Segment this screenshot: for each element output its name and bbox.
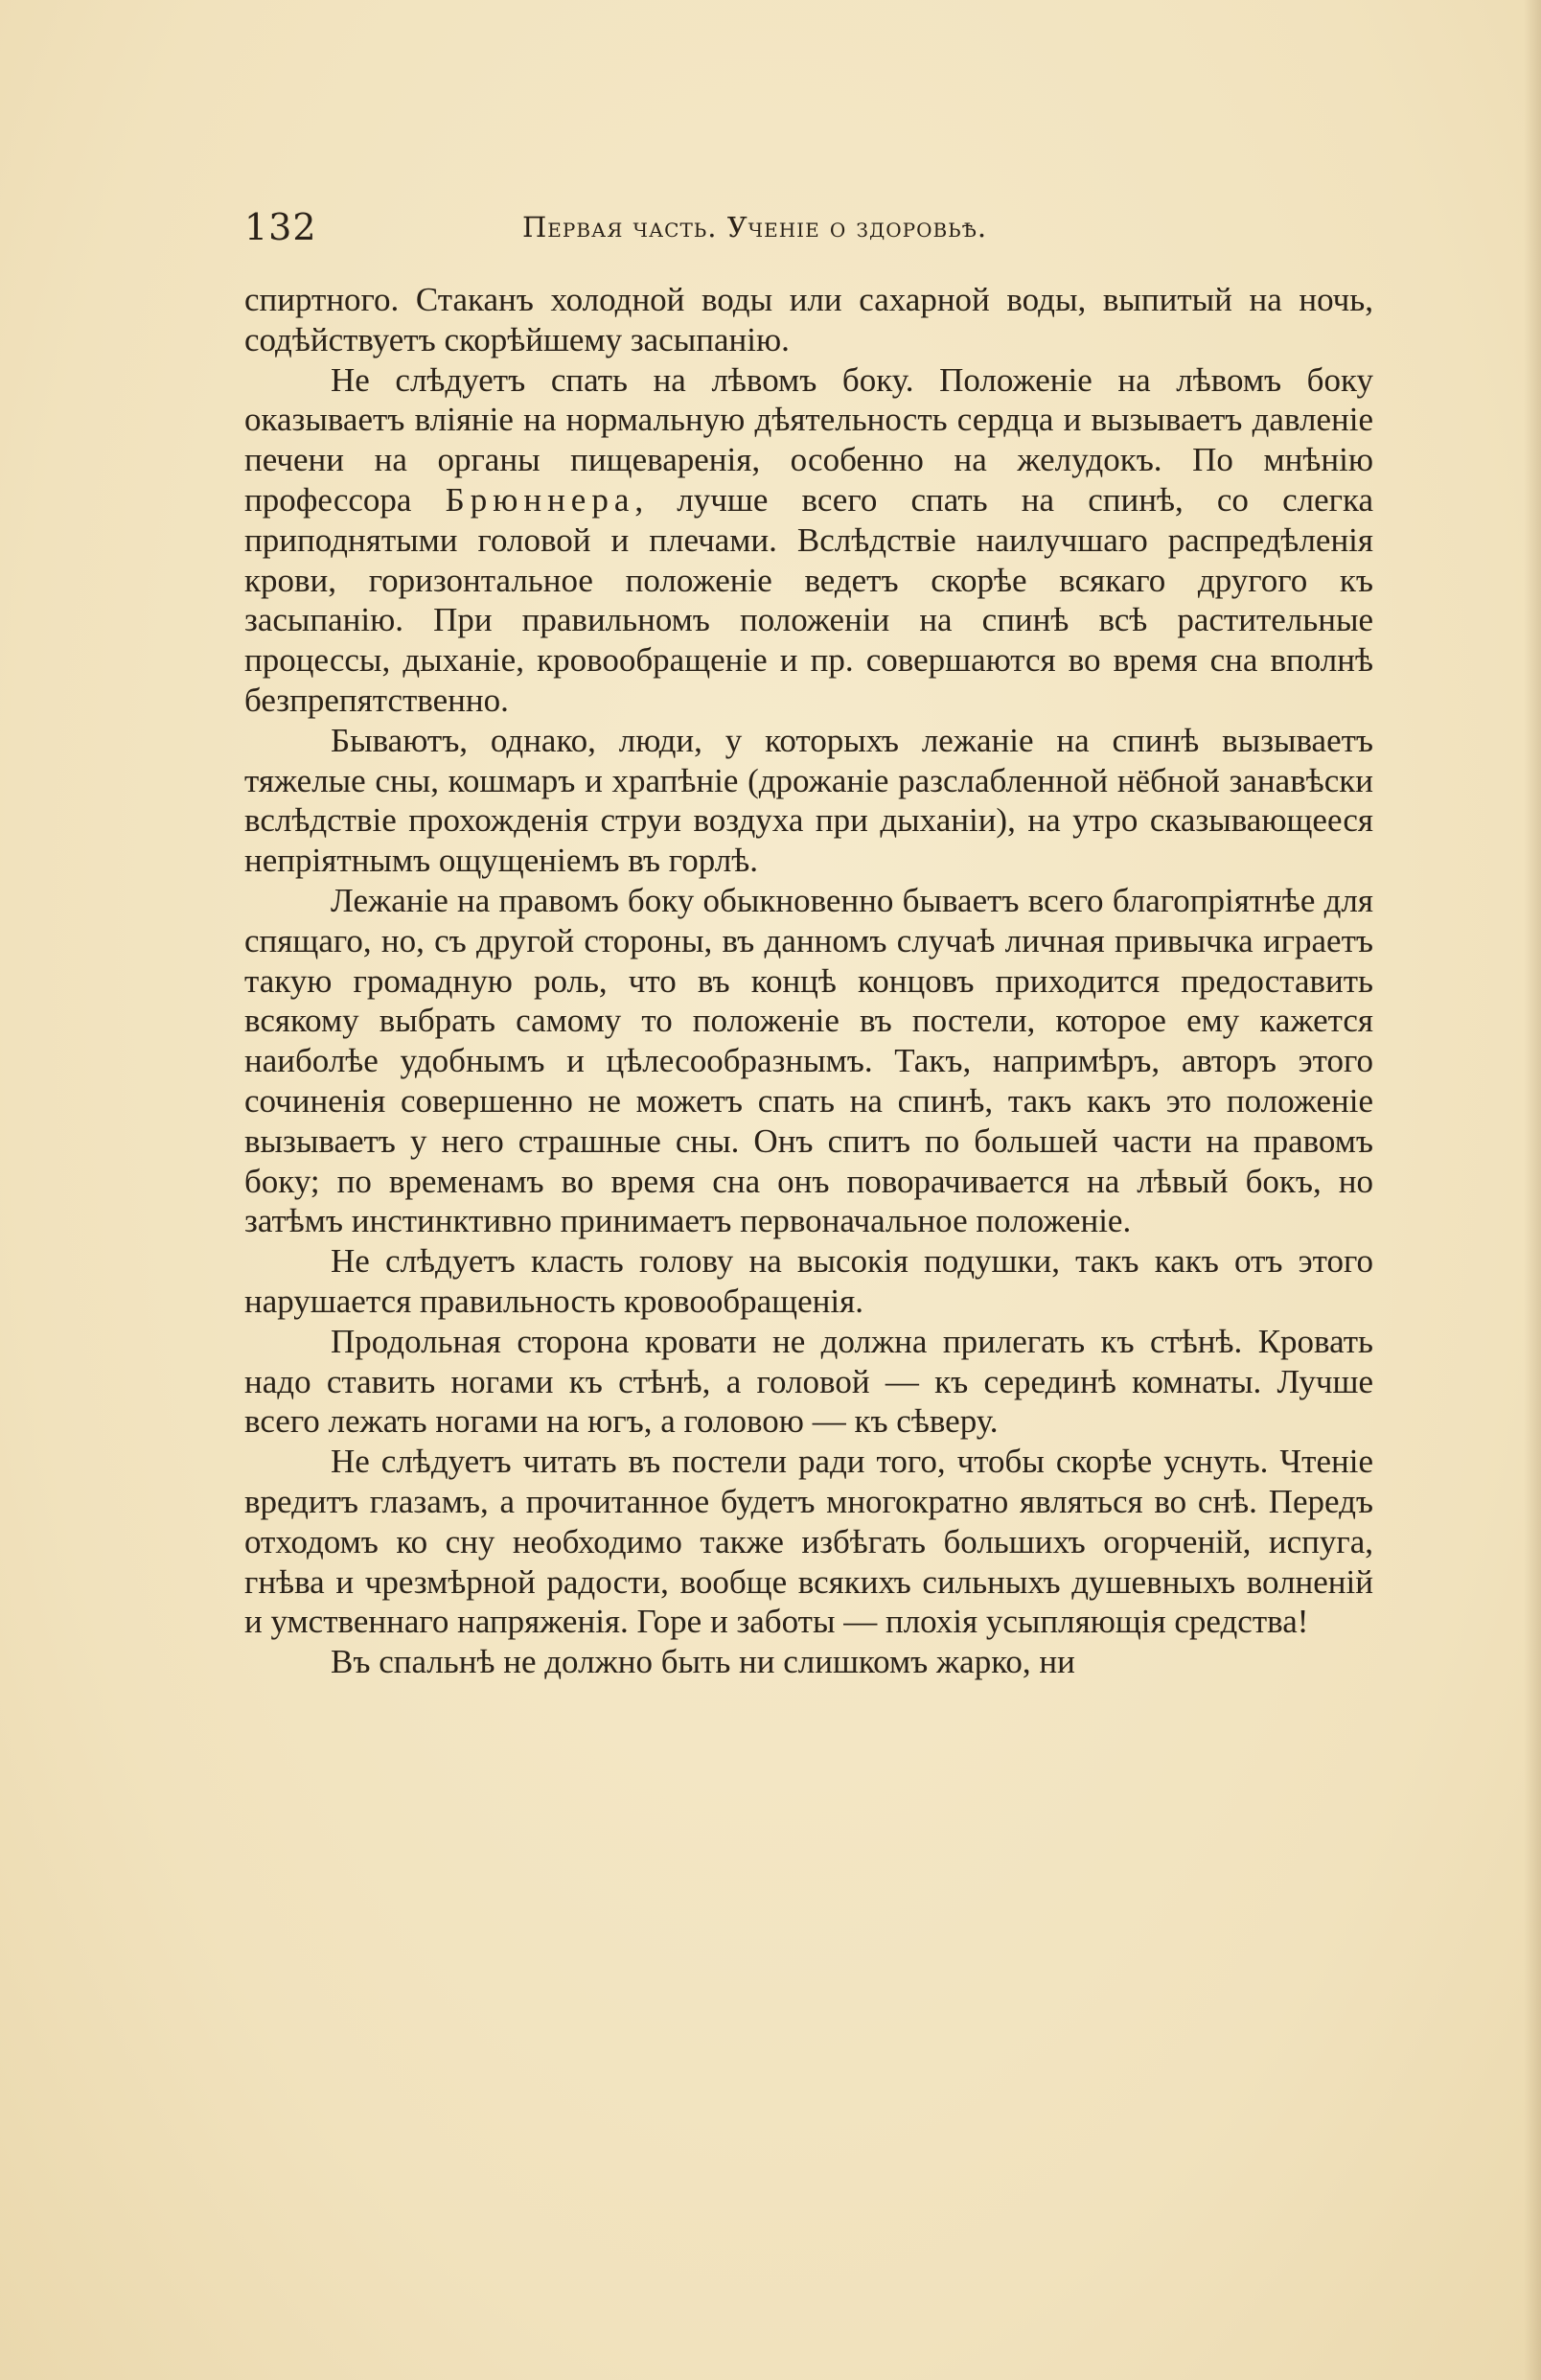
author-name-brunner: Брюннера (445, 480, 635, 519)
paragraph-8: Въ спальнѣ не должно быть ни слишкомъ жарко, ни (331, 1643, 1075, 1681)
paragraph-4: Лежаніе на правомъ боку обыкновенно бываетъ всего благопріятнѣе для спящаго, но, съ другой стороны, въ данномъ случаѣ личная привычка играетъ такую громадную роль, что въ концѣ концовъ приходится предоставить всякому выбрать самому то положеніе въ постели, которое ему кажется наиболѣе удобнымъ и цѣлесообразнымъ. Такъ, напримѣръ, авторъ этого сочиненія совершенно не можетъ спать на спинѣ, такъ какъ это положеніе вызываетъ у него страшные сны. Онъ спитъ по большей части на правомъ боку; по временамъ во время сна онъ поворачивается на лѣвый бокъ, но затѣмъ инстинктивно принимаетъ первоначальное положеніе. (244, 881, 1373, 1240)
paragraph-2-part-2: , лучше всего спать на спинѣ, со слегка приподнятыми головой и плечами. Вслѣдствіе наилучшаго распредѣленія крови, горизонтальное положеніе ведетъ скорѣе всякаго другого къ засыпанію. При правильномъ положеніи на спинѣ всѣ растительные процессы, дыханіе, кровообращеніе и пр. совершаются во время сна вполнѣ безпрепятственно. (244, 480, 1374, 719)
paragraph-1: спиртного. Стаканъ холодной воды или сахарной воды, выпитый на ночь, содѣйствуетъ скорѣйшему засыпанію. (244, 281, 1373, 358)
page-header (244, 203, 1375, 251)
page-number: 132 (244, 206, 317, 248)
paragraph-6: Продольная сторона кровати не должна прилегать къ стѣнѣ. Кровать надо ставить ногами къ стѣнѣ, а головой — къ серединѣ комнаты. Лучше всего лежать ногами на югъ, а головою — къ сѣверу. (244, 1322, 1373, 1441)
paragraph-7: Не слѣдуетъ читать въ постели ради того, чтобы скорѣе уснуть. Чтеніе вредитъ глазамъ, а прочитанное будетъ многократно являться во снѣ. Передъ отходомъ ко сну необходимо также избѣгать большихъ огорченій, испуга, гнѣва и чрезмѣрной радости, вообще всякихъ сильныхъ душевныхъ волненій и умственнаго напряженія. Горе и заботы — плохія усыпляющія средства! (244, 1443, 1373, 1641)
paragraph-5: Не слѣдуетъ класть голову на высокія подушки, такъ какъ отъ этого нарушается правильность кровообращенія. (244, 1242, 1373, 1320)
paragraph-2 (244, 360, 1373, 721)
body-text (244, 280, 1373, 1682)
paragraph-3: Бываютъ, однако, люди, у которыхъ лежаніе на спинѣ вызываетъ тяжелые сны, кошмаръ и храпѣніе (дрожаніе разслабленной нёбной занавѣски вслѣдствіе прохожденія струи воздуха при дыханіи), на утро сказывающееся непріятнымъ ощущеніемъ въ горлѣ. (244, 721, 1373, 880)
paragraph-2-part-1: Не слѣдуетъ спать на лѣвомъ боку. Положеніе на лѣвомъ боку оказываетъ вліяніе на нормальную дѣятельность сердца и вызываетъ давленіе печени на органы пищеваренія, особенно на желудокъ. По мнѣнію профессора (244, 360, 1373, 519)
running-head: Первая часть. Ученіе о здоровьѣ. (522, 211, 988, 243)
page-edge-shadow (1524, 0, 1541, 2380)
